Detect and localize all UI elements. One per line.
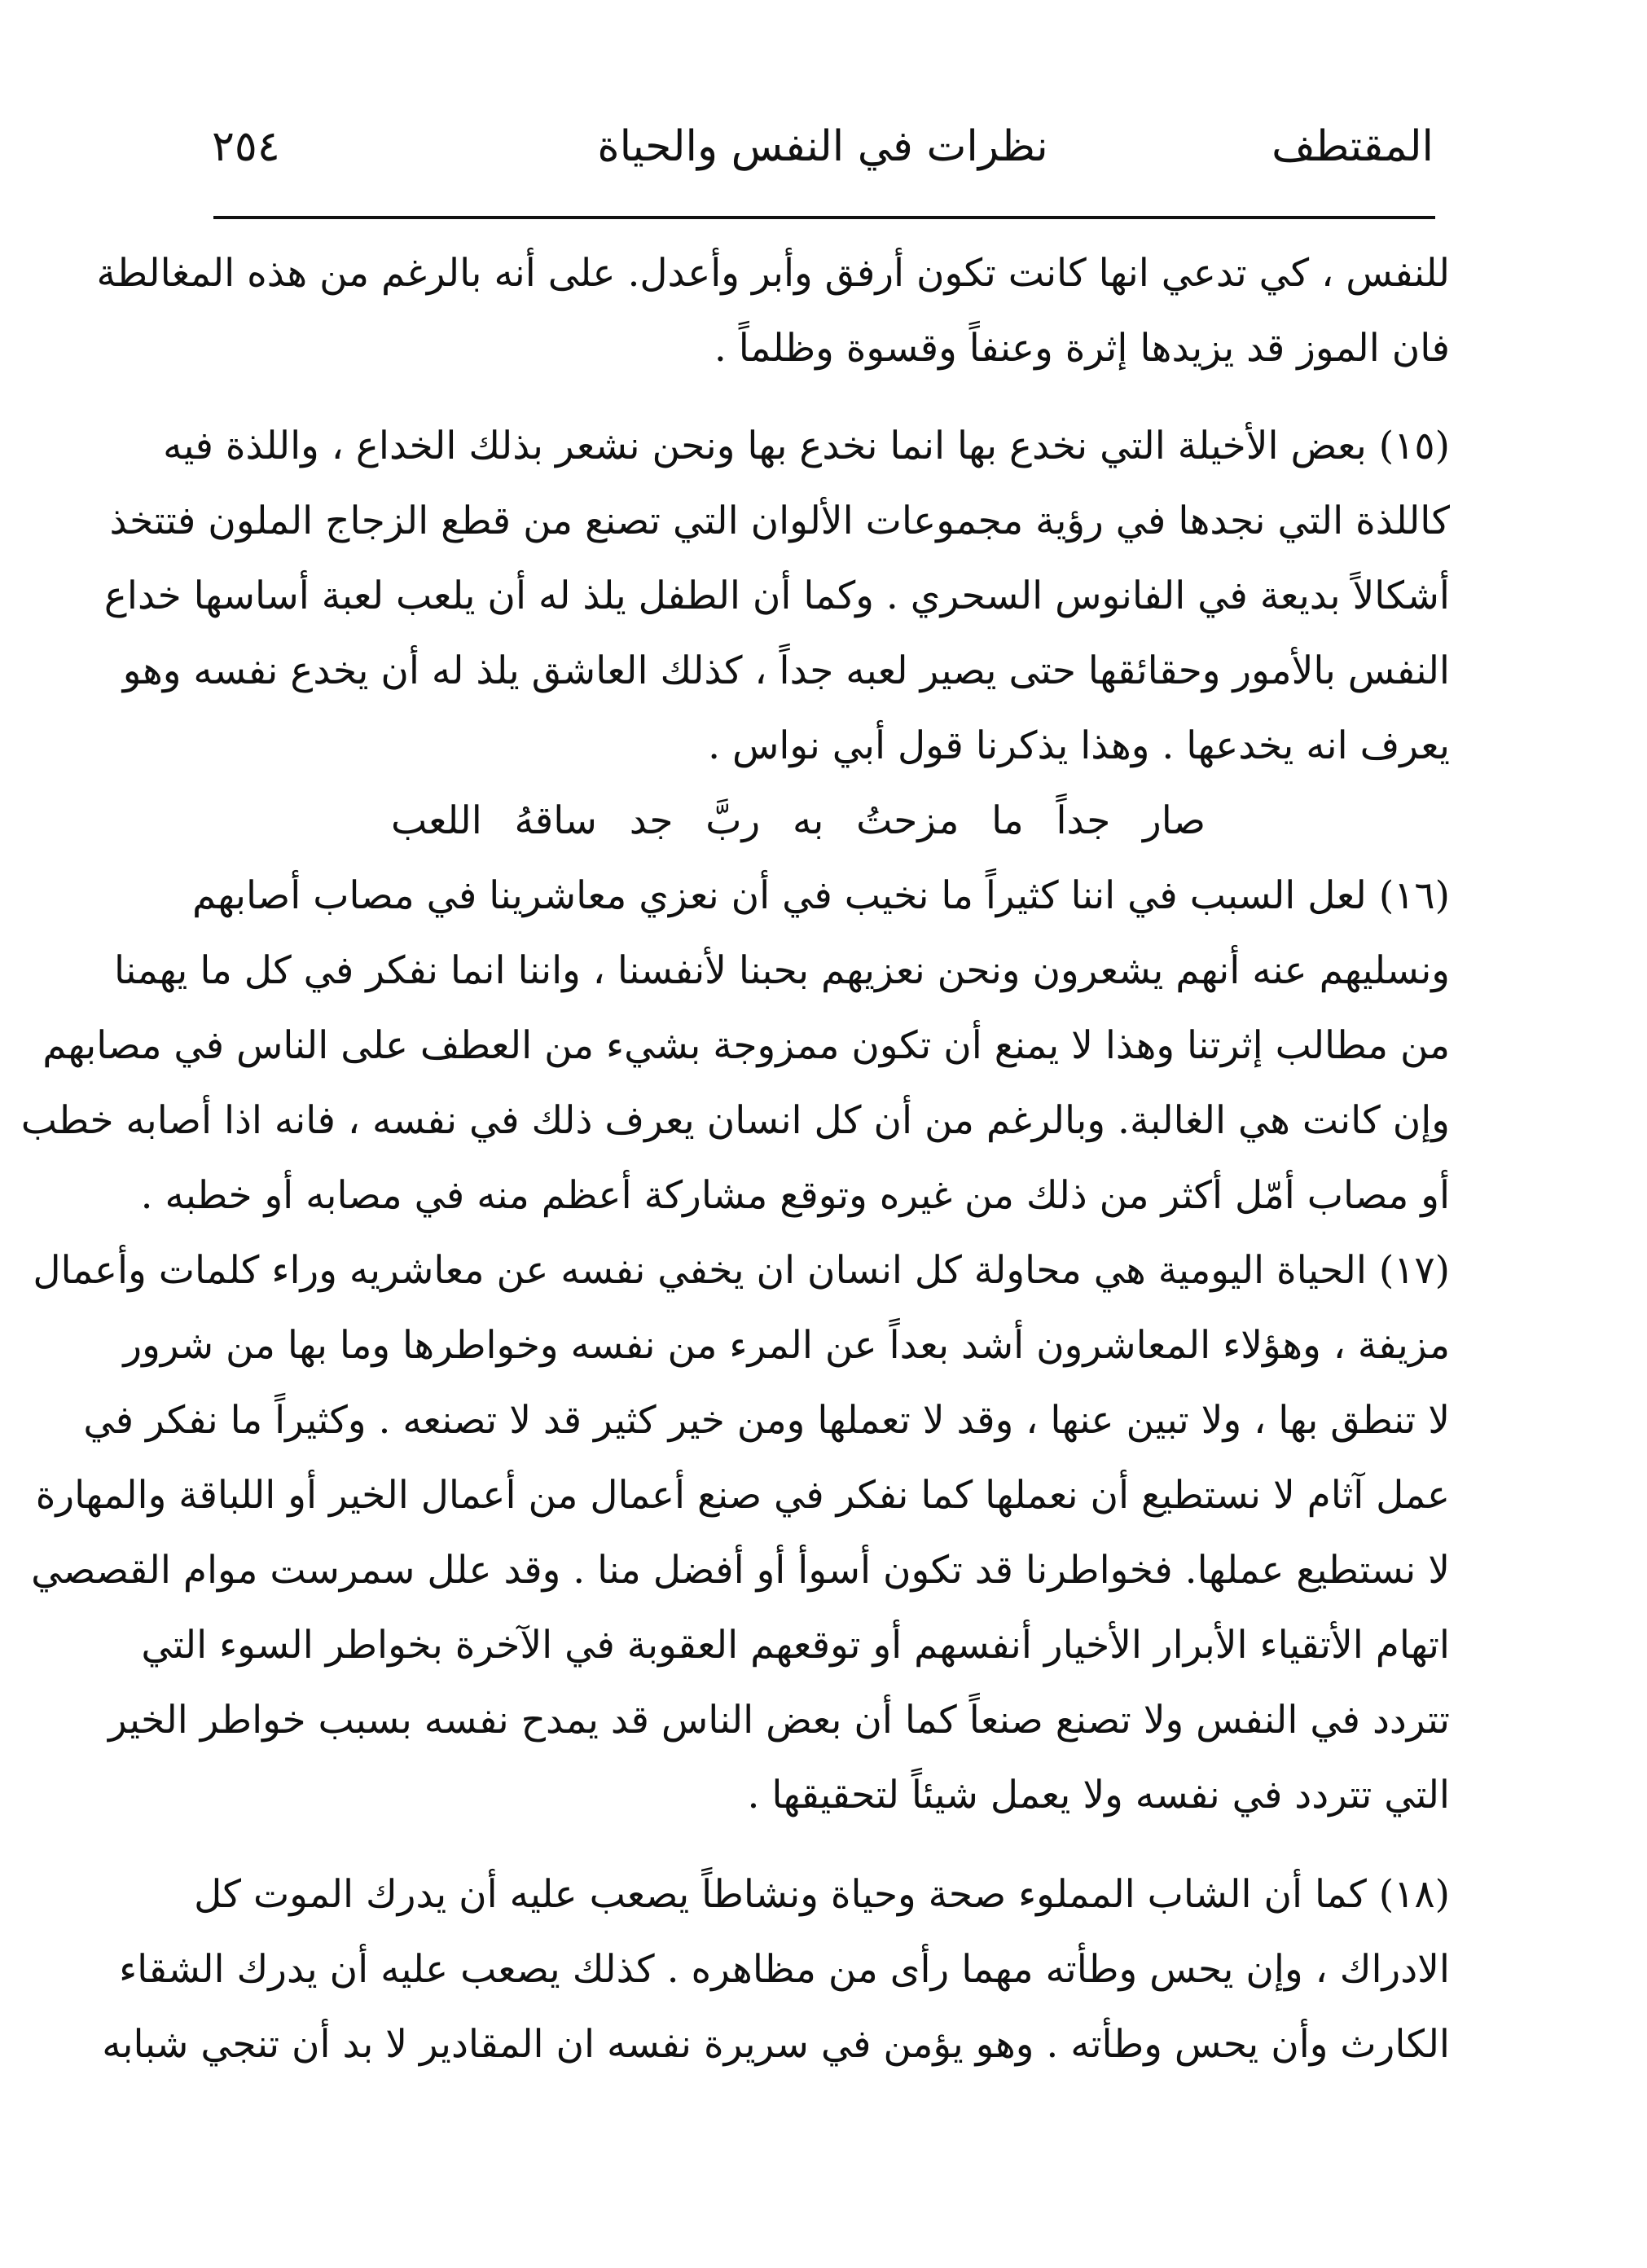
text-line: من مطالب إثرتنا وهذا لا يمنع أن تكون ممزوجة بشيء من العطف على الناس في مصابهم [42, 1023, 1450, 1068]
poetry-verse: صار جداً ما مزحتُ به ربَّ جد ساقهُ اللعب [391, 798, 1206, 843]
text-line: الادراك ، وإن يحس وطأته مهما رأى من مظاهره . كذلك يصعب عليه أن يدرك الشقاء [119, 1947, 1450, 1992]
text-line: يعرف انه يخدعها . وهذا يذكرنا قول أبي نواس . [708, 723, 1450, 768]
page-number: ٢٥٤ [212, 122, 280, 171]
text-line: النفس بالأمور وحقائقها حتى يصير لعبه جداً ، كذلك العاشق يلذ له أن يخدع نفسه وهو [122, 648, 1450, 693]
text-line: الكارث وأن يحس وطأته . وهو يؤمن في سريرة نفسه ان المقادير لا بد أن تنجي شبابه [102, 2022, 1450, 2067]
paragraph-17-line: (١٧) الحياة اليومية هي محاولة كل انسان ان يخفي نفسه عن معاشريه وراء كلمات وأعمال [33, 1248, 1450, 1293]
text-line: كاللذة التي نجدها في رؤية مجموعات الألوان التي تصنع من قطع الزجاج الملون فتتخذ [109, 499, 1450, 543]
text-line: مزيفة ، وهؤلاء المعاشرون أشد بعداً عن المرء من نفسه وخواطرها وما بها من شرور [123, 1323, 1450, 1368]
text-line: اتهام الأتقياء الأبرار الأخيار أنفسهم أو توقعهم العقوبة في الآخرة بخواطر السوء التي [141, 1623, 1450, 1668]
text-line: أو مصاب أمّل أكثر من ذلك من غيره وتوقع مشاركة أعظم منه في مصابه أو خطبه . [140, 1173, 1450, 1218]
running-header [212, 122, 1434, 200]
text-line: تتردد في النفس ولا تصنع صنعاً كما أن بعض الناس قد يمدح نفسه بسبب خواطر الخير [108, 1698, 1450, 1743]
header-rule [213, 216, 1435, 219]
text-line: ونسليهم عنه أنهم يشعرون ونحن نعزيهم بحبنا لأنفسنا ، واننا انما نفكر في كل ما يهمنا [113, 948, 1450, 993]
text-line: فان الموز قد يزيدها إثرة وعنفاً وقسوة وظلماً . [714, 326, 1450, 371]
paragraph-18-line: (١٨) كما أن الشاب المملوء صحة وحياة ونشاطاً يصعب عليه أن يدرك الموت كل [194, 1872, 1450, 1917]
running-title: نظرات في النفس والحياة [597, 122, 1048, 171]
text-line: للنفس ، كي تدعي انها كانت تكون أرفق وأبر وأعدل. على أنه بالرغم من هذه المغالطة [96, 251, 1450, 296]
text-line: أشكالاً بديعة في الفانوس السحري . وكما أن الطفل يلذ له أن يلعب لعبة أساسها خداع [103, 574, 1450, 618]
magazine-name: المقتطف [1271, 122, 1434, 171]
text-line: لا تنطق بها ، ولا تبين عنها ، وقد لا تعملها ومن خير كثير قد لا تصنعه . وكثيراً ما نفكر في [83, 1398, 1450, 1443]
text-line: التي تتردد في نفسه ولا يعمل شيئاً لتحقيقها . [747, 1773, 1450, 1817]
text-line: عمل آثام لا نستطيع أن نعملها كما نفكر في صنع أعمال من أعمال الخير أو اللباقة والمهارة [35, 1473, 1450, 1518]
paragraph-16-line: (١٦) لعل السبب في اننا كثيراً ما نخيب في أن نعزي معاشرينا في مصاب أصابهم [191, 873, 1450, 918]
text-line: لا نستطيع عملها. فخواطرنا قد تكون أسوأ أو أفضل منا . وقد علل سمرست موام القصصي [31, 1548, 1450, 1593]
paragraph-15-line: (١٥) بعض الأخيلة التي نخدع بها انما نخدع بها ونحن نشعر بذلك الخداع ، واللذة فيه [163, 424, 1450, 468]
text-line: وإن كانت هي الغالبة. وبالرغم من أن كل انسان يعرف ذلك في نفسه ، فانه اذا أصابه خطب [20, 1098, 1450, 1143]
